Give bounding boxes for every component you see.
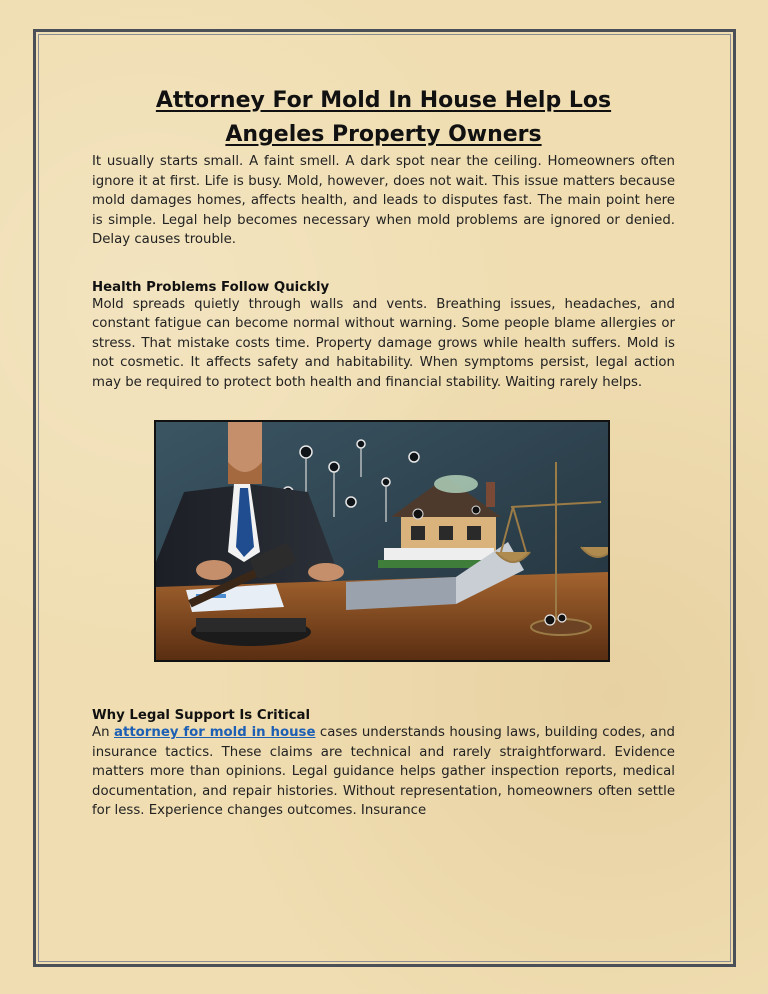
attorney-mold-illustration bbox=[154, 420, 610, 662]
document-content bbox=[92, 84, 675, 821]
intro-paragraph: It usually starts small. A faint smell. A dark spot near the ceiling. Homeowners often ignore it at first. Life is busy. Mold, however, does not wait. This issue matters because mold damages homes, affects health, and leads to disputes fast. The main point here is simple. Legal help becomes necessary when mold problems are ignored or denied. Delay causes trouble. bbox=[92, 154, 675, 247]
legal-paragraph bbox=[92, 723, 675, 821]
legal-body-text: cases understands housing laws, building codes, and insurance tactics. These claims are technical and rarely straightforward. Evidence matters more than opinions. Legal guidance helps gather inspection reports, medical documentation, and repair histories. Without representation, homeowners often settle for less. Experience changes outcomes. Insurance bbox=[92, 725, 675, 818]
health-paragraph: Mold spreads quietly through walls and vents. Breathing issues, headaches, and constant fatigue can become normal without warning. Some people blame allergies or stress. That mistake costs time. Property damage grows while health suffers. Mold is not cosmetic. It affects safety and habitability. When symptoms persist, legal action may be required to protect both health and financial stability. Waiting rarely helps. bbox=[92, 296, 675, 390]
legal-lead-text: An bbox=[92, 725, 114, 740]
page-title: Attorney For Mold In House Help Los Angeles Property Owners bbox=[155, 88, 612, 147]
section-heading-legal: Why Legal Support Is Critical bbox=[92, 708, 311, 723]
section-heading-health: Health Problems Follow Quickly bbox=[92, 279, 330, 295]
attorney-mold-link[interactable]: attorney for mold in house bbox=[113, 725, 316, 740]
